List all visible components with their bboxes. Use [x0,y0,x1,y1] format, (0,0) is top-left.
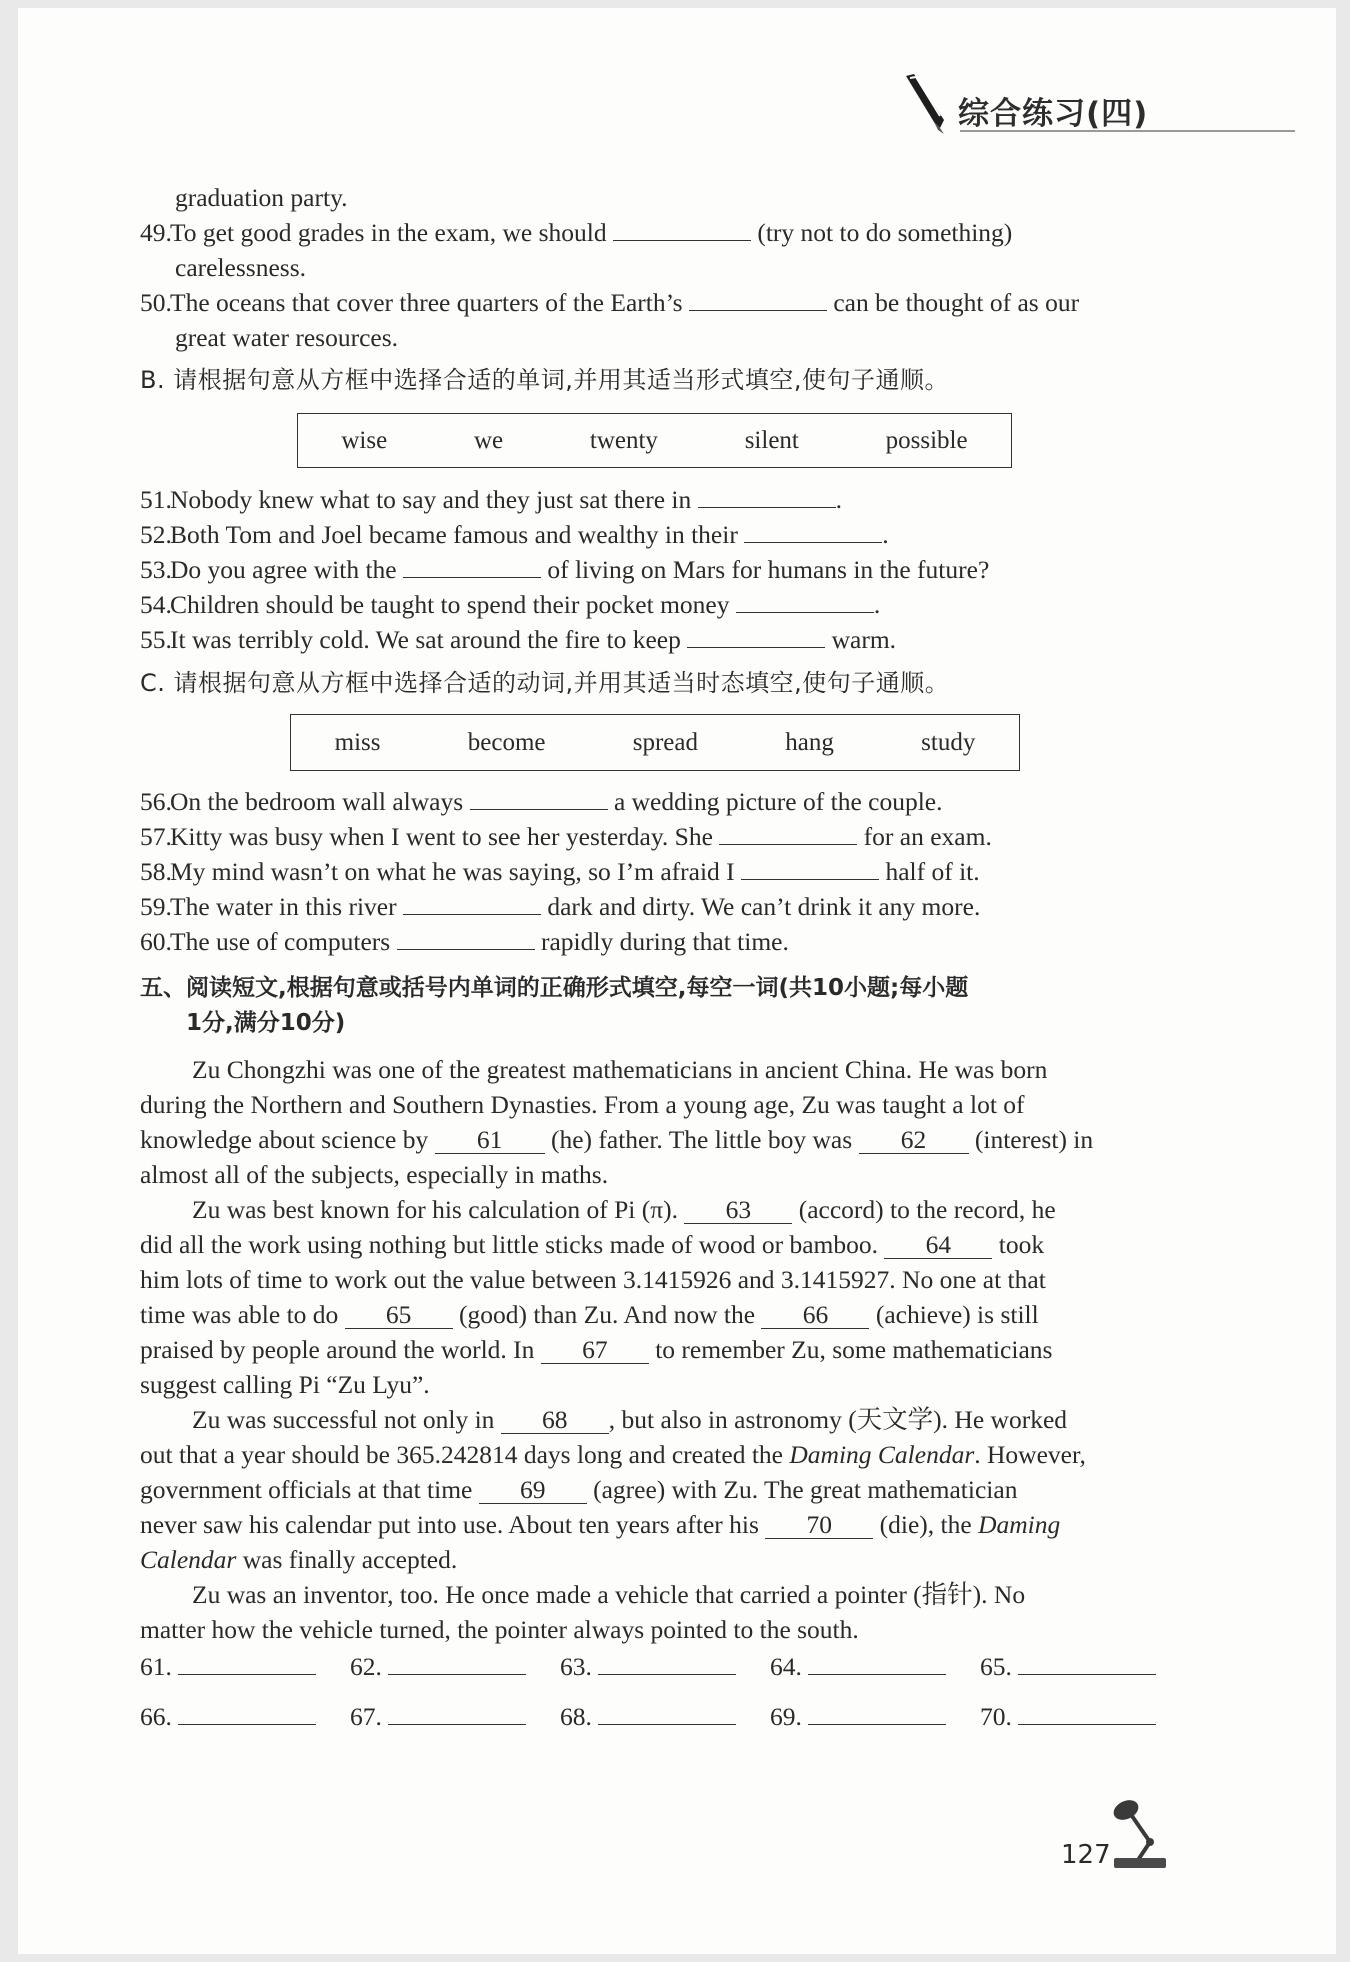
question-52: 52.Both Tom and Joel became famous and wealthy in their . [140,520,889,549]
answer-blank[interactable] [470,787,608,810]
answer-70: 70. [980,1700,1156,1732]
question-56: 56.On the bedroom wall always a wedding picture of the couple. [140,787,943,816]
passage-line: during the Northern and Southern Dynasties. From a young age, Zu was taught a lot of [140,1090,1025,1119]
word-box-b [297,413,1012,468]
section-heading-cont: 1分,满分10分) [186,1010,346,1036]
answer-blank[interactable] [808,1700,946,1725]
instruction-c: C. 请根据句意从方框中选择合适的动词,并用其适当时态填空,使句子通顺。 [140,669,950,697]
question-59: 59.The water in this river dark and dirty. We can’t drink it any more. [140,892,981,921]
answer-62: 62. [350,1650,526,1682]
word-option: we [473,426,504,454]
answer-67: 67. [350,1700,526,1732]
word-option: silent [744,426,799,454]
page-number: 127 [1061,1840,1111,1870]
passage-line: Zu was an inventor, too. He once made a vehicle that carried a pointer (指针). No [192,1580,1026,1609]
pen-icon [900,72,954,138]
page-title: 综合练习(四) [958,96,1149,132]
question-54: 54.Children should be taught to spend their pocket money . [140,590,881,619]
answer-66: 66. [140,1700,316,1732]
answer-blank[interactable] [403,892,541,915]
cloze-blank-69[interactable]: 69 [479,1477,587,1504]
answer-blank[interactable] [808,1650,946,1675]
passage-line: knowledge about science by 61 (he) father. The little boy was 62 (interest) in [140,1125,1094,1154]
passage-line: did all the work using nothing but little sticks made of wood or bamboo. 64 took [140,1230,1045,1259]
answer-blank[interactable] [689,288,827,311]
passage-line: Zu was successful not only in 68 , but also in astronomy (天文学). He worked [192,1405,1068,1434]
passage-line: government officials at that time 69 (agree) with Zu. The great mathematician [140,1475,1018,1504]
answer-blank[interactable] [598,1650,736,1675]
answer-blank[interactable] [178,1650,316,1675]
answer-blank[interactable] [744,520,882,543]
cloze-blank-65[interactable]: 65 [345,1302,453,1329]
answer-blank[interactable] [741,857,879,880]
word-option: wise [341,426,388,454]
answer-63: 63. [560,1650,736,1682]
word-option: miss [334,728,381,756]
passage-line: Zu Chongzhi was one of the greatest mathematicians in ancient China. He was born [192,1055,1048,1084]
cloze-blank-63[interactable]: 63 [684,1197,792,1224]
word-option: hang [785,728,834,756]
text-line: graduation party. [175,183,348,212]
word-option: become [467,728,546,756]
word-option: study [921,728,976,756]
answer-64: 64. [770,1650,946,1682]
answer-blank[interactable] [598,1700,736,1725]
answer-69: 69. [770,1700,946,1732]
text-line: carelessness. [175,253,306,282]
cloze-blank-61[interactable]: 61 [435,1127,545,1154]
answer-blank[interactable] [719,822,857,845]
cloze-blank-70[interactable]: 70 [765,1512,873,1539]
cloze-blank-64[interactable]: 64 [884,1232,992,1259]
answer-blank[interactable] [403,555,541,578]
answer-blank[interactable] [736,590,874,613]
question-60: 60.The use of computers rapidly during that time. [140,927,789,956]
answer-blank[interactable] [388,1700,526,1725]
passage-line: suggest calling Pi “Zu Lyu”. [140,1370,430,1399]
word-option: possible [885,426,968,454]
instruction-b: B. 请根据句意从方框中选择合适的单词,并用其适当形式填空,使句子通顺。 [140,366,949,394]
answer-65: 65. [980,1650,1156,1682]
answer-blank[interactable] [687,625,825,648]
word-box-c [290,714,1020,771]
section-heading: 五、阅读短文,根据句意或括号内单词的正确形式填空,每空一词(共10小题;每小题 [140,975,969,1001]
word-option: twenty [589,426,658,454]
passage-line: Zu was best known for his calculation of Pi (π). 63 (accord) to the record, he [192,1195,1056,1224]
question-57: 57.Kitty was busy when I went to see her yesterday. She for an exam. [140,822,992,851]
question-55: 55.It was terribly cold. We sat around the fire to keep warm. [140,625,897,654]
cloze-blank-67[interactable]: 67 [541,1337,649,1364]
question-50: 50.The oceans that cover three quarters of the Earth’s can be thought of as our [140,288,1080,317]
answer-blank[interactable] [698,485,836,508]
text-line: great water resources. [175,323,399,352]
word-option: spread [632,728,698,756]
question-58: 58.My mind wasn’t on what he was saying, so I’m afraid I half of it. [140,857,980,886]
cloze-blank-68[interactable]: 68 [501,1407,609,1434]
answer-blank[interactable] [613,218,751,241]
passage-line: never saw his calendar put into use. About ten years after his 70 (die), the Daming [140,1510,1061,1539]
passage-line: out that a year should be 365.242814 days long and created the Daming Calendar. However, [140,1440,1086,1469]
passage-line: almost all of the subjects, especially in maths. [140,1160,609,1189]
answer-blank[interactable] [178,1700,316,1725]
question-49: 49.To get good grades in the exam, we should (try not to do something) [140,218,1013,247]
cloze-blank-62[interactable]: 62 [859,1127,969,1154]
passage-line: time was able to do 65 (good) than Zu. And now the 66 (achieve) is still [140,1300,1039,1329]
passage-line: him lots of time to work out the value between 3.1415926 and 3.1415927. No one at that [140,1265,1046,1294]
answer-blank[interactable] [397,927,535,950]
question-53: 53.Do you agree with the of living on Mars for humans in the future? [140,555,990,584]
answer-blank[interactable] [1018,1700,1156,1725]
desk-lamp-icon [1108,1794,1174,1872]
header-rule [960,130,1295,132]
page-header [900,82,1300,132]
answer-61: 61. [140,1650,316,1682]
cloze-blank-66[interactable]: 66 [761,1302,869,1329]
passage-line: praised by people around the world. In 67 to remember Zu, some mathematicians [140,1335,1053,1364]
answer-68: 68. [560,1700,736,1732]
answer-blank[interactable] [388,1650,526,1675]
passage-line: matter how the vehicle turned, the pointer always pointed to the south. [140,1615,859,1644]
answer-blank[interactable] [1018,1650,1156,1675]
question-51: 51.Nobody knew what to say and they just sat there in . [140,485,842,514]
passage-line: Calendar was finally accepted. [140,1545,458,1574]
